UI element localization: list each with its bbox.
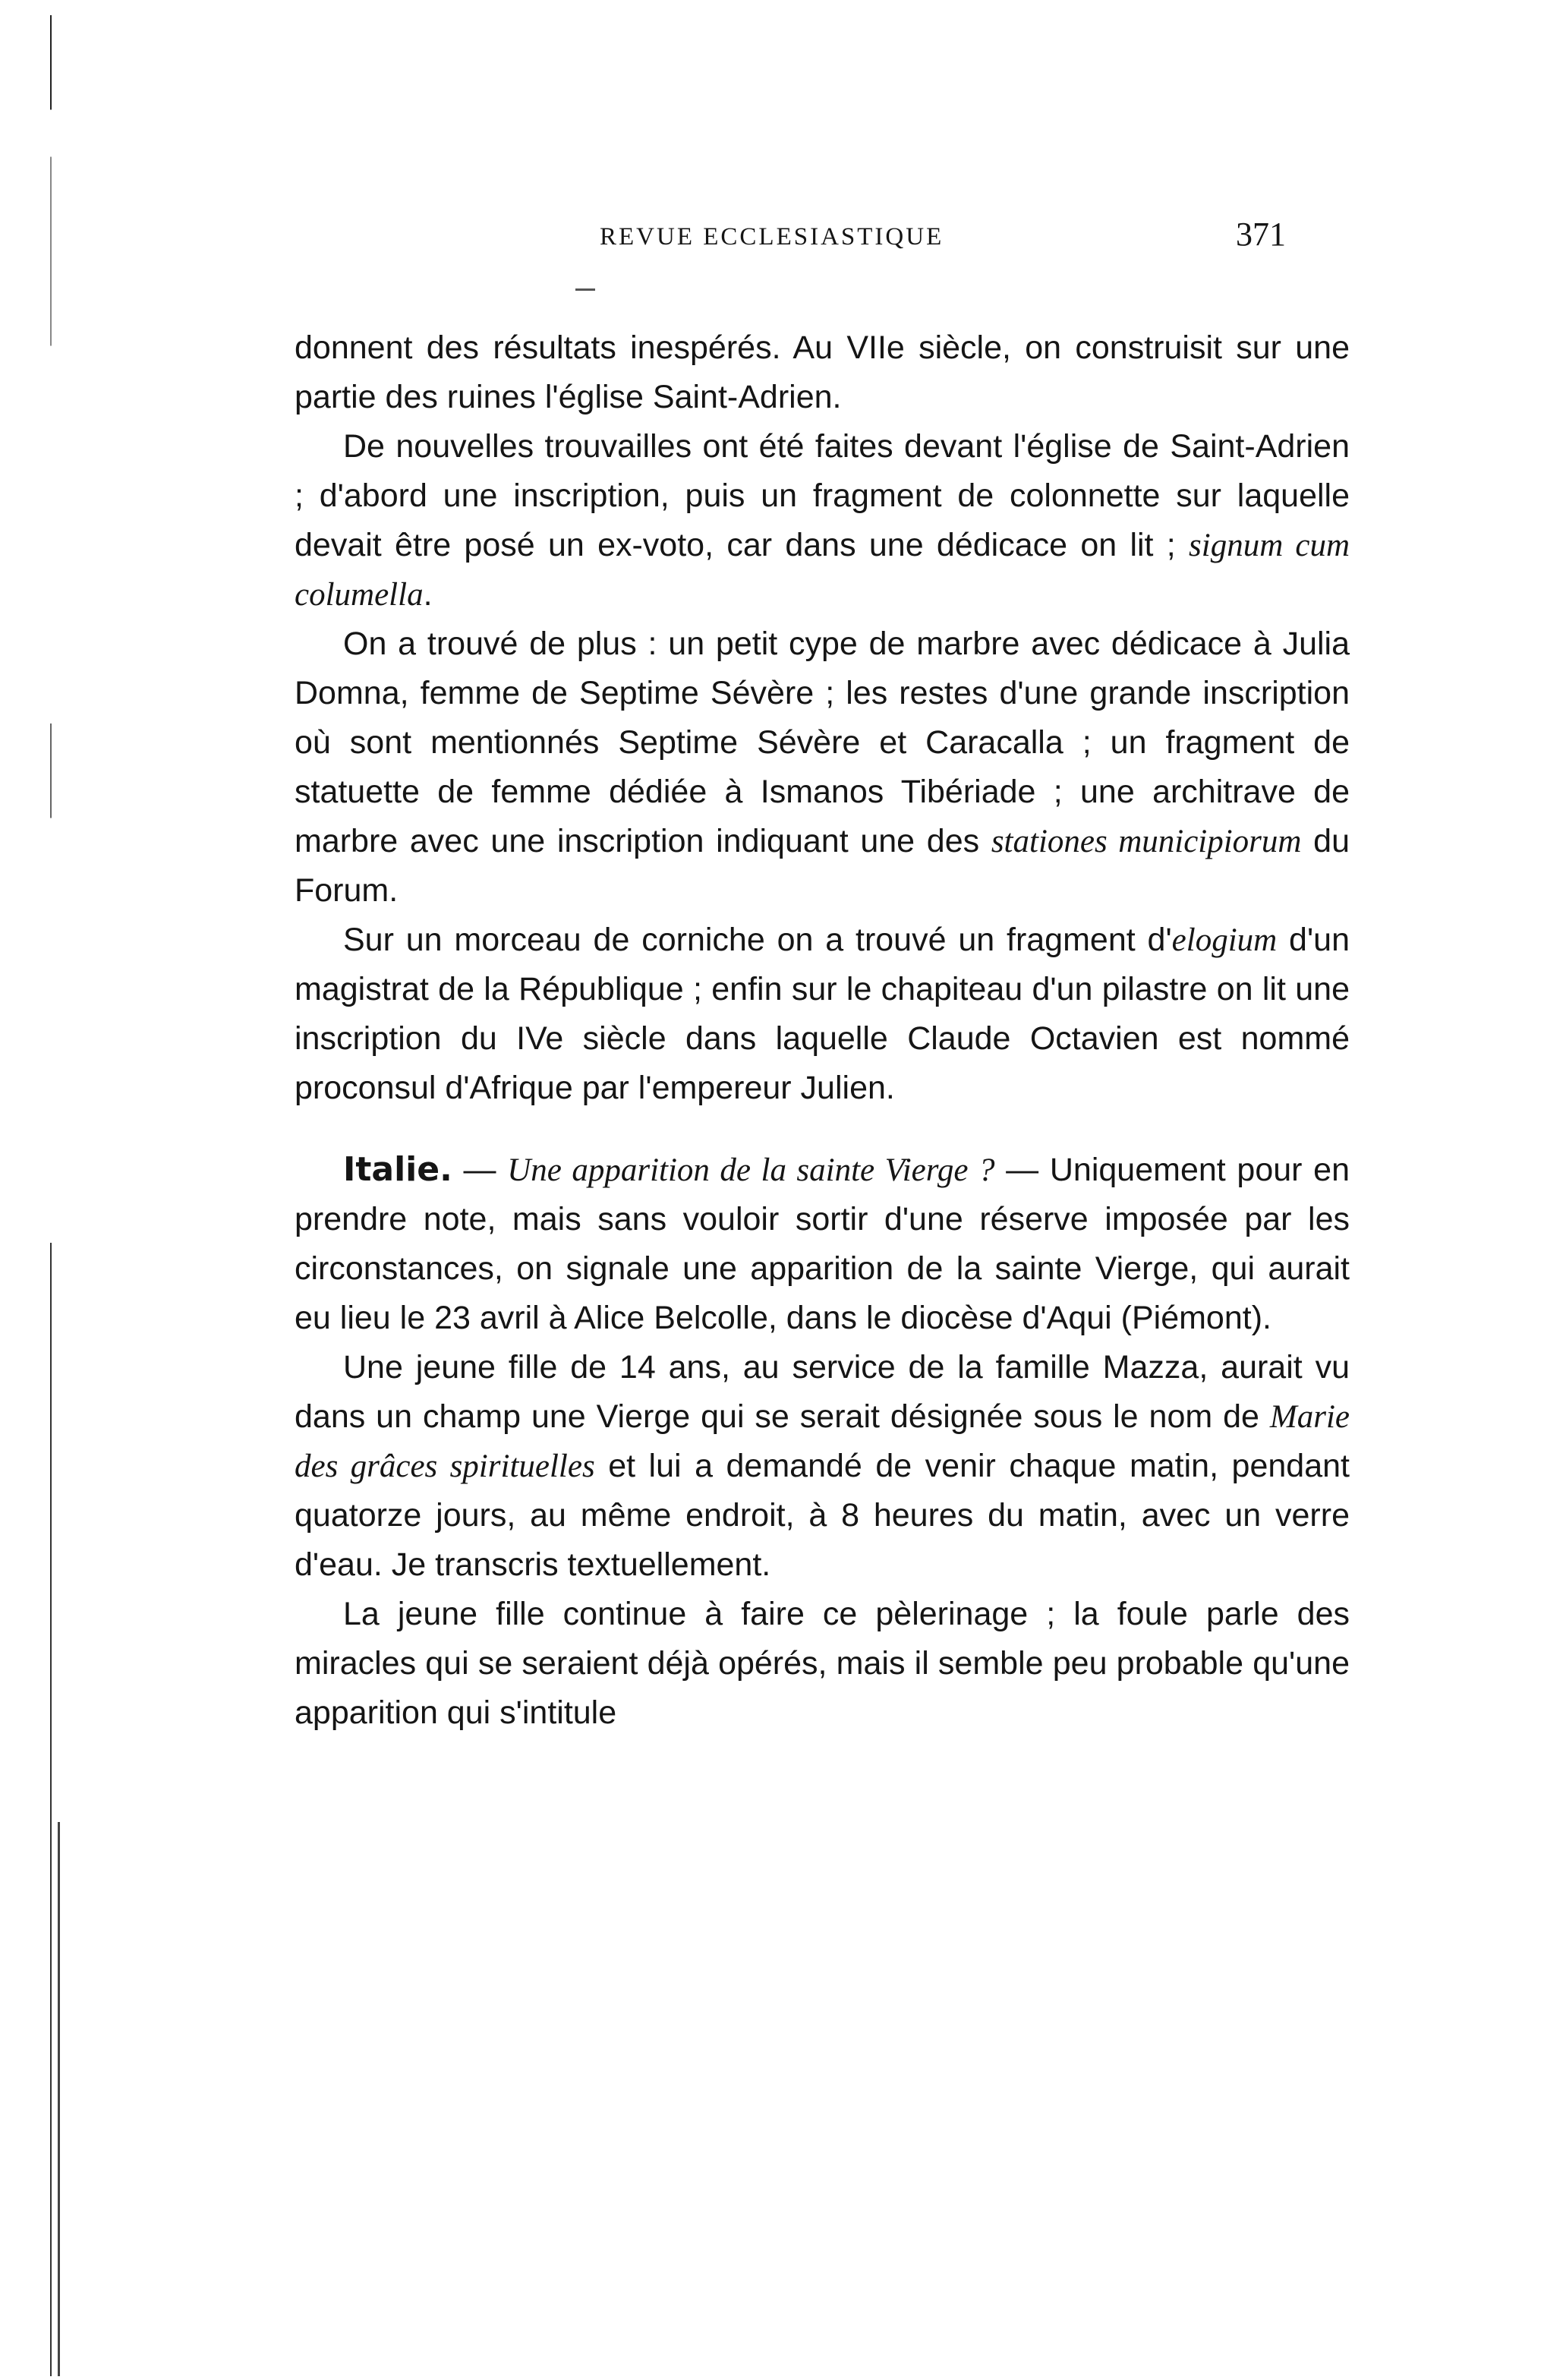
page-header [0, 216, 1544, 267]
paragraph [295, 619, 1350, 916]
paragraph-text: Sur un morceau de corniche on a trouvé un fragment d' [343, 922, 1172, 958]
latin-quote: stationes municipiorum [991, 824, 1302, 859]
section-italie [295, 1145, 1350, 1738]
body-text [295, 323, 1350, 1738]
paragraph-text: du Forum. [295, 823, 1350, 909]
binding-edge [50, 15, 52, 2376]
paragraph [295, 323, 1350, 422]
running-head: REVUE ECCLESIASTIQUE [600, 223, 944, 251]
paragraph-text: d'un magistrat de la République ; enfin sur le chapiteau d'un pilastre on lit une inscription du IVe siècle dans laquelle Claude Octavien est nommé proconsul d'Afrique par l'empereur Julien. [295, 922, 1350, 1106]
dash: — [994, 1152, 1050, 1188]
paragraph-text: Une jeune fille de 14 ans, au service de la famille Mazza, aurait vu dans un champ une Vierge qui se serait désignée sous le nom de [295, 1349, 1350, 1435]
latin-term: elogium [1171, 922, 1278, 958]
paragraph [295, 1343, 1350, 1590]
section-subtitle: Une apparition de la sainte Vierge ? [507, 1152, 995, 1188]
section-title: Italie. [343, 1150, 452, 1189]
latin-quote: signum cum columella [295, 528, 1350, 613]
paragraph-text: La jeune fille continue à faire ce pèlerinage ; la foule parle des miracles qui se seraient déjà opérés, mais il semble peu probable qu'une apparition qui s'intitule [295, 1596, 1350, 1731]
paragraph [295, 1590, 1350, 1738]
paragraph [295, 422, 1350, 619]
paragraph-text: De nouvelles trouvailles ont été faites devant l'église de Saint-Adrien ; d'abord une inscription, puis un fragment de colonnette sur laquelle devait être posé un ex-voto, car dans une dédicace on lit ; [295, 428, 1350, 563]
binding-edge-lower [58, 1822, 60, 2376]
page-number: 371 [1236, 216, 1286, 253]
paragraph-text: Uniquement pour en prendre note, mais sans vouloir sortir d'une réserve imposée par les circonstances, on signale une apparition de la sainte Vierge, qui aurait eu lieu le 23 avril à Alice Belcolle, dans le diocèse d'Aqui (Piémont). [295, 1152, 1350, 1336]
paragraph [295, 1145, 1350, 1343]
paragraph [295, 916, 1350, 1113]
header-rule-mark [575, 288, 595, 291]
dash: — [452, 1152, 508, 1188]
paragraph-text: On a trouvé de plus : un petit cype de marbre avec dédicace à Julia Domna, femme de Septime Sévère ; les restes d'une grande inscription où sont mentionnés Septime Sévère et Caracalla ; un fragment de statuette de femme dédiée à Ismanos Tibériade ; une architrave de marbre avec une inscription indiquant une des [295, 626, 1350, 859]
quoted-name: Marie des grâces spirituelles [295, 1399, 1350, 1484]
paragraph-text: . [423, 576, 433, 613]
paragraph-text: et lui a demandé de venir chaque matin, pendant quatorze jours, au même endroit, à 8 heures du matin, avec un verre d'eau. Je transcris textuellement. [295, 1448, 1350, 1583]
paragraph-text: donnent des résultats inespérés. Au VIIe siècle, on construisit sur une partie des ruines l'église Saint-Adrien. [295, 329, 1350, 415]
